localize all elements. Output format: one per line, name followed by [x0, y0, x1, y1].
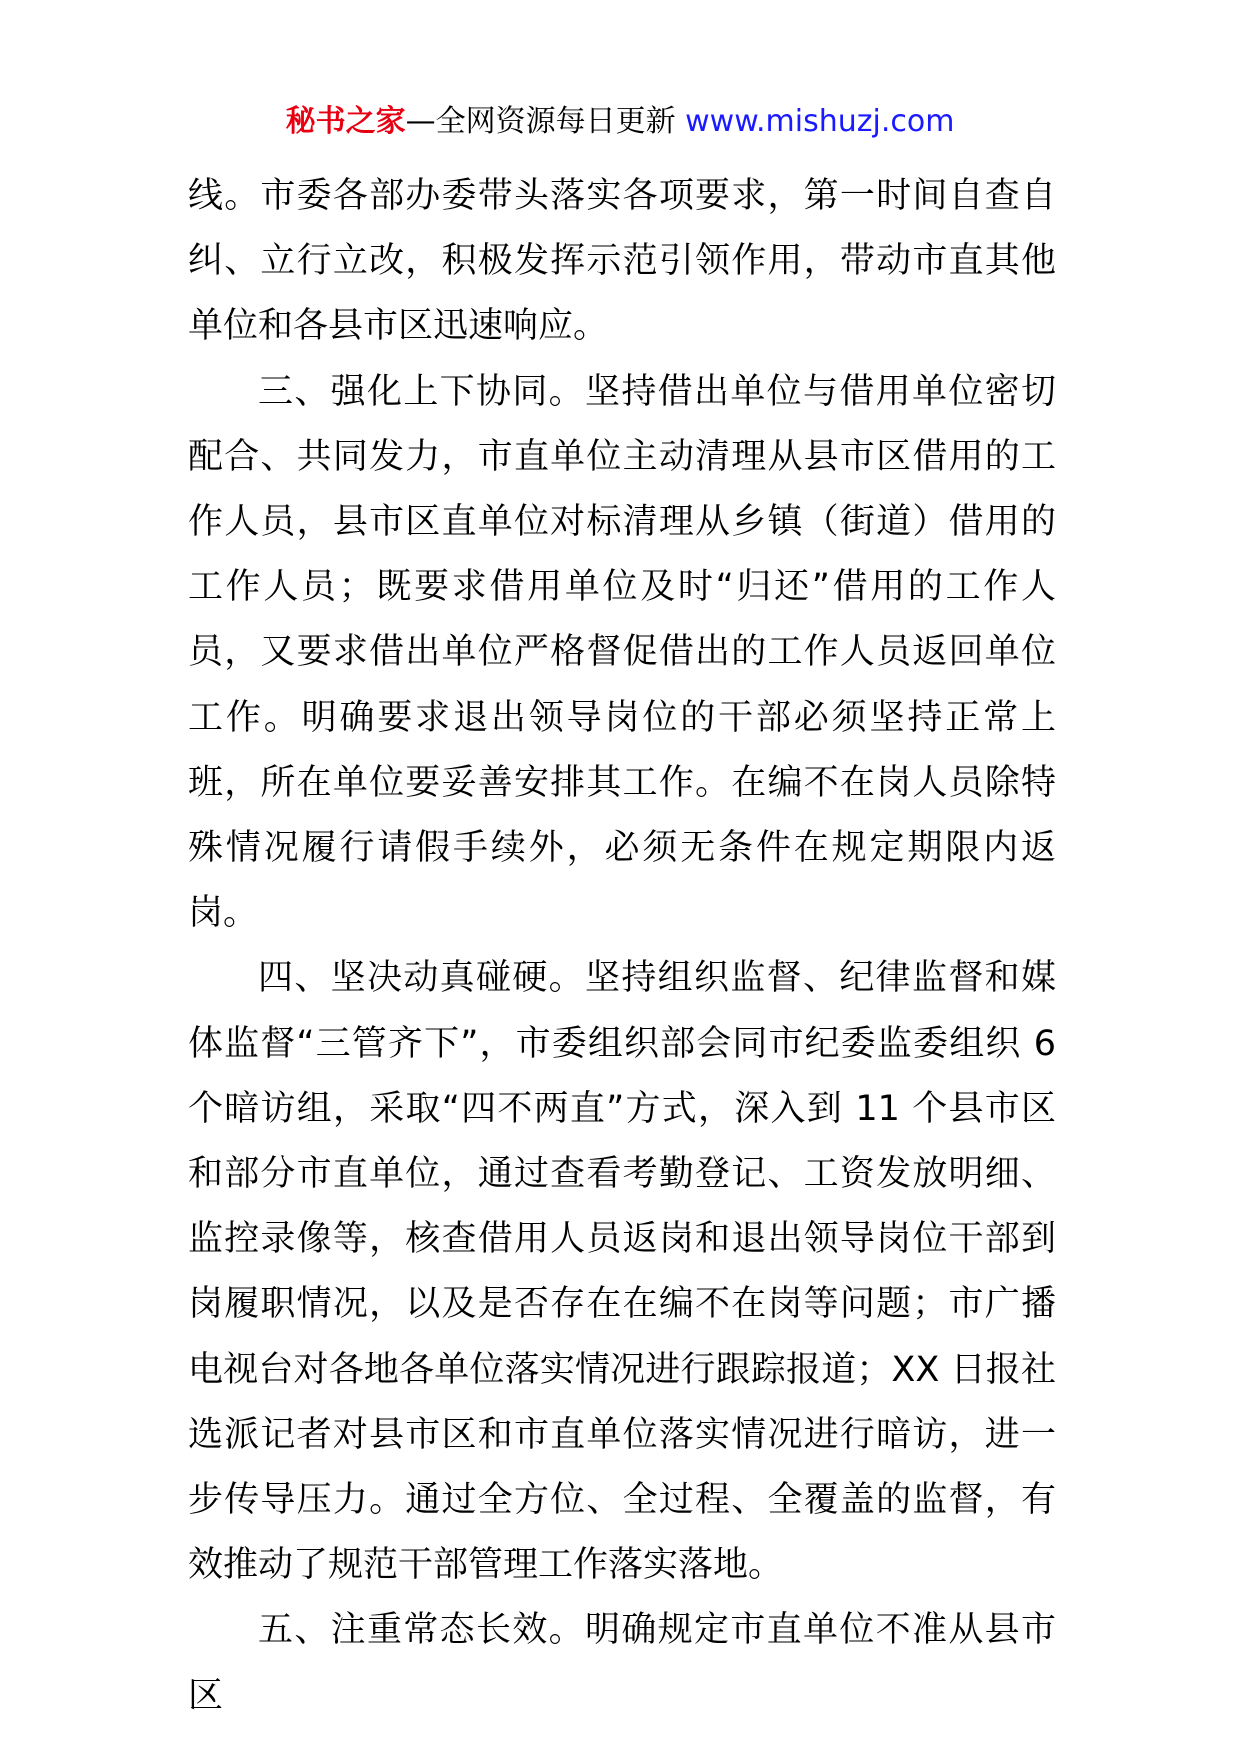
brand-name: 秘书之家	[285, 104, 406, 139]
site-url-link[interactable]: www.mishuzj.com	[685, 104, 955, 139]
paragraph-section-three: 三、强化上下协同。坚持借出单位与借用单位密切配合、共同发力，市直单位主动清理从县市区借用的工作人员，县市区直单位对标清理从乡镇（街道）借用的工作人员；既要求借用单位及时“归还”借用的工作人员，又要求借出单位严格督促借出的工作人员返回单位工作。明确要求退出领导岗位的干部必须坚持正常上班，所在单位要妥善安排其工作。在编不在岗人员除特殊情况履行请假手续外，必须无条件在规定期限内返岗。	[188, 371, 1056, 934]
document-body	[188, 164, 1056, 1729]
paragraph-continuation: 线。市委各部办委带头落实各项要求，第一时间自查自纠、立行立改，积极发挥示范引领作用，带动市直其他单位和各县市区迅速响应。	[188, 176, 1056, 347]
page-header	[0, 100, 1240, 144]
paragraph-section-five: 五、注重常态长效。明确规定市直单位不准从县市区	[188, 1610, 1056, 1716]
paragraph-section-four: 四、坚决动真碰硬。坚持组织监督、纪律监督和媒体监督“三管齐下”，市委组织部会同市纪委监委组织 6 个暗访组，采取“四不两直”方式，深入到 11 个县市区和部分市直单位，通过查看考勤登记、工资发放明细、监控录像等，核查借用人员返岗和退出领导岗位干部到岗履职情况，以及是否存在在编不在岗等问题；市广播电视台对各地各单位落实情况进行跟踪报道；XX 日报社选派记者对县市区和市直单位落实情况进行暗访，进一步传导压力。通过全方位、全过程、全覆盖的监督，有效推动了规范干部管理工作落实落地。	[188, 958, 1056, 1586]
header-tagline: —全网资源每日更新	[405, 104, 676, 139]
